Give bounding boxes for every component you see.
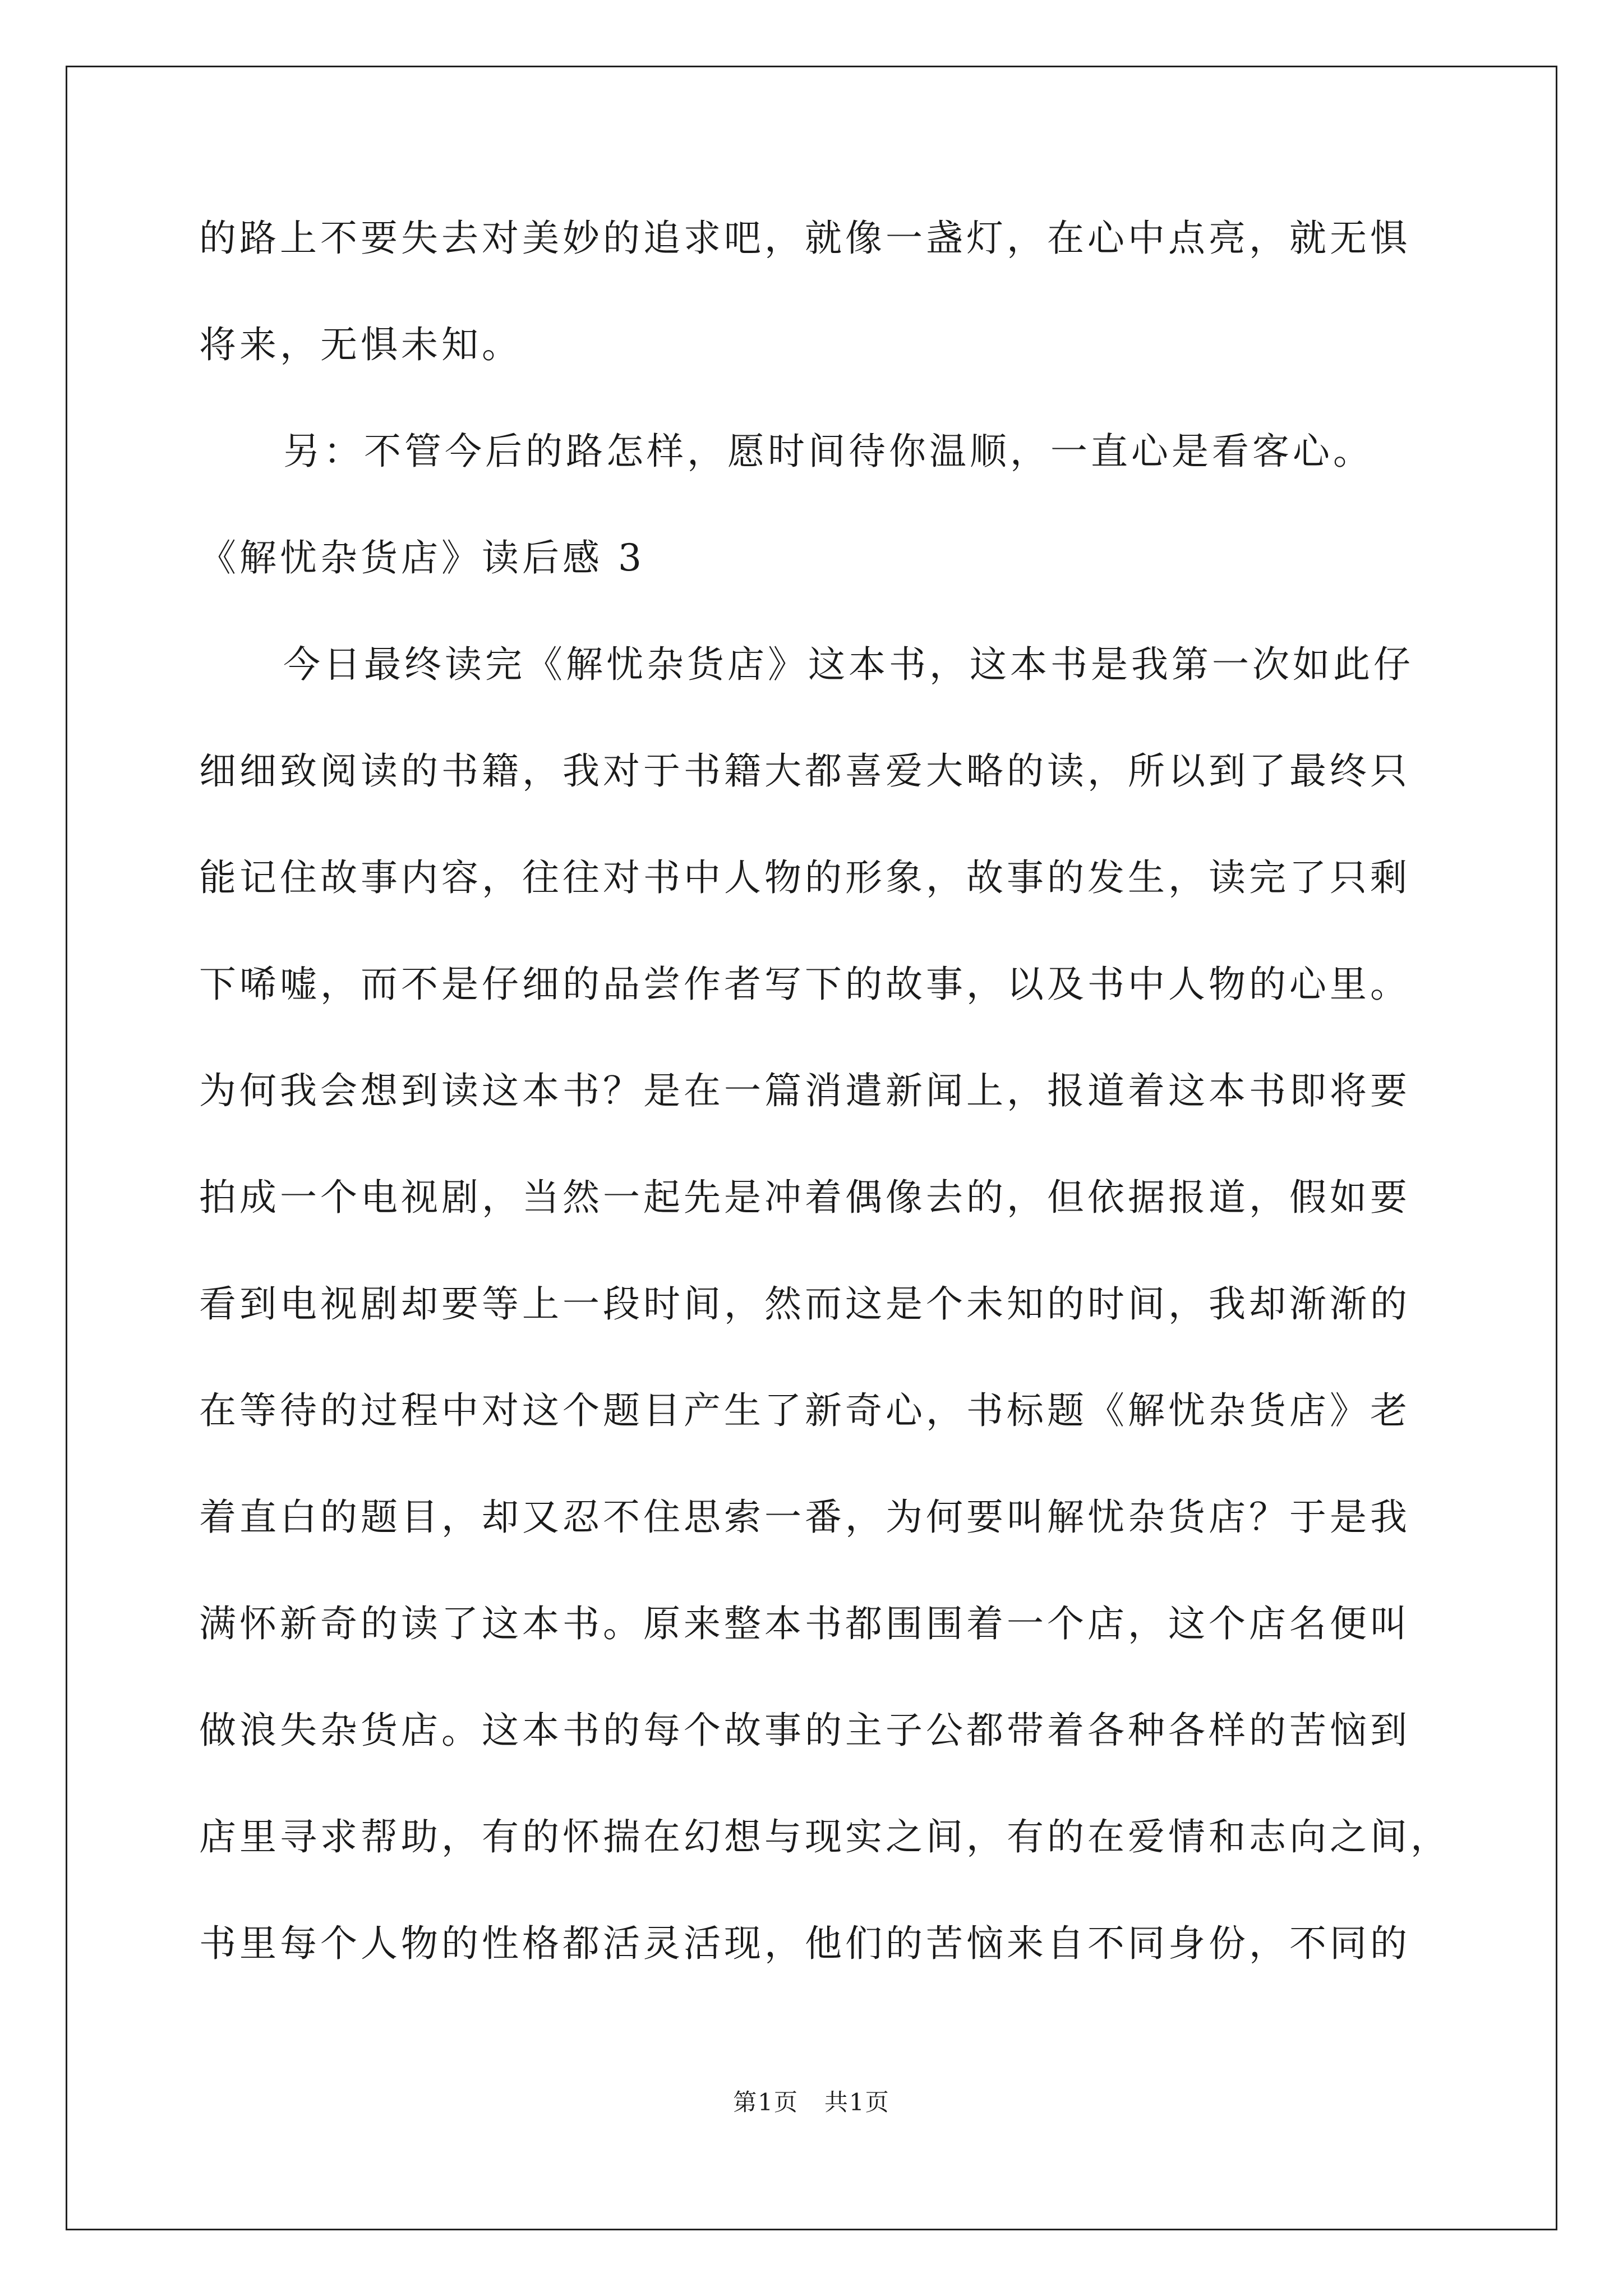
text-line: 满怀新奇的读了这本书。原来整本书都围围着一个店，这个店名便叫 [199,1602,1410,1645]
section-heading: 《解忧杂货店》读后感 3 [199,536,645,579]
text-line: 能记住故事内容，往往对书中人物的形象，故事的发生，读完了只剩 [199,856,1410,899]
text-line: 下唏嘘，而不是仔细的品尝作者写下的故事，以及书中人物的心里。 [199,963,1410,1006]
text-line: 将来，无惧未知。 [199,323,522,366]
text-line: 看到电视剧却要等上一段时间，然而这是个未知的时间，我却渐渐的 [199,1282,1410,1326]
text-line: 今日最终读完《解忧杂货店》这本书，这本书是我第一次如此仔 [283,643,1414,686]
text-line: 细细致阅读的书籍，我对于书籍大都喜爱大略的读，所以到了最终只 [199,749,1410,793]
document-body [199,185,1451,1997]
page-footer: 第1页 共1页 [733,2088,890,2116]
text-line: 做浪失杂货店。这本书的每个故事的主子公都带着各种各样的苦恼到 [199,1709,1410,1752]
text-line: 拍成一个电视剧，当然一起先是冲着偶像去的，但依据报道，假如要 [199,1176,1410,1219]
text-line: 的路上不要失去对美妙的追求吧，就像一盏灯，在心中点亮，就无惧 [199,217,1410,260]
text-line: 在等待的过程中对这个题目产生了新奇心，书标题《解忧杂货店》老 [199,1389,1410,1432]
text-line: 为何我会想到读这本书？是在一篇消遣新闻上，报道着这本书即将要 [199,1069,1410,1112]
text-line: 店里寻求帮助，有的怀揣在幻想与现实之间，有的在爱情和志向之间， [199,1815,1451,1858]
text-line: 书里每个人物的性格都活灵活现，他们的苦恼来自不同身份，不同的 [199,1922,1410,1965]
text-line: 另：不管今后的路怎样，愿时间待你温顺，一直心是看客心。 [283,430,1373,473]
text-line: 着直白的题目，却又忍不住思索一番，为何要叫解忧杂货店？于是我 [199,1496,1410,1539]
